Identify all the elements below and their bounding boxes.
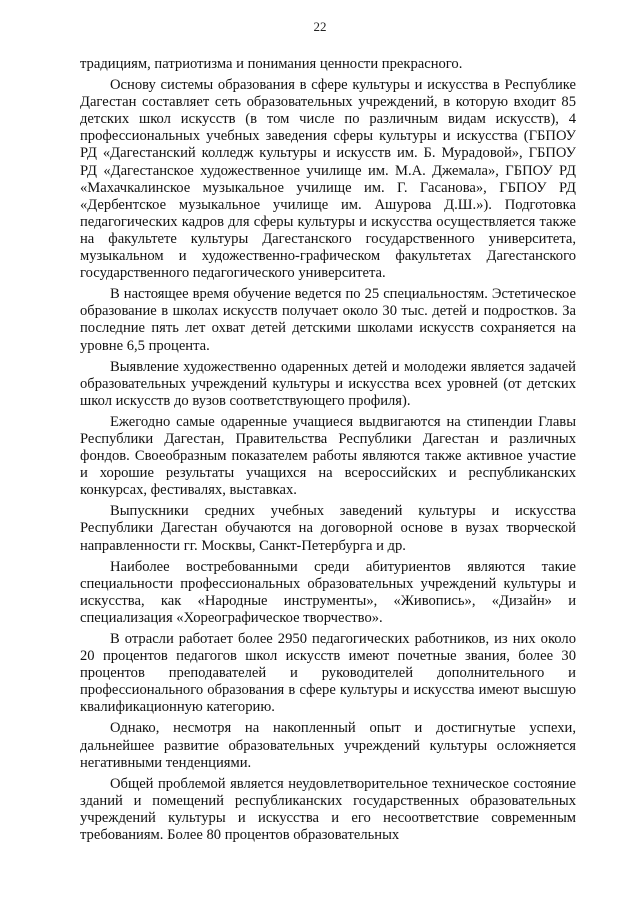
paragraph: Основу системы образования в сфере культуры и искусства в Республике Дагестан составляет сеть образовательных учреждений, в которую входит 85 детских школ искусств (в том числе по различным видам искусств), 4 профессиональных учебных заведения сферы культуры и искусства (ГБПОУ РД «Дагестанский колледж культуры и искусств им. Б. Мурадовой», ГБПОУ РД «Дагестанское художественное училище им. М.А. Джемала», ГБПОУ РД «Махачкалинское музыкальное училище им. Г. Гасанова», ГБПОУ РД «Дербентское музыкальное училище им. Ашурова Д.Ш.»). Подготовка педагогических кадров для сферы культуры и искусства осуществляется также на факультете культуры Дагестанского государственного университета, музыкальном и художественно-графическом факультетах Дагестанского государственного педагогического университета. — [80, 77, 576, 282]
paragraph: Общей проблемой является неудовлетворительное техническое состояние зданий и помещений республиканских государственных образовательных учреждений культуры и искусства и его несоответствие современным требованиям. Более 80 процентов образовательных — [80, 775, 576, 844]
paragraph: Выявление художественно одаренных детей и молодежи является задачей образовательных учреждений культуры и искусства всех уровней (от детских школ искусств до вузов соответствующего профиля). — [80, 358, 576, 409]
paragraph: Выпускники средних учебных заведений культуры и искусства Республики Дагестан обучаются на договорной основе в вузах творческой направленности гг. Москвы, Санкт-Петербурга и др. — [80, 503, 576, 554]
paragraph-continuation: традициям, патриотизма и понимания ценности прекрасного. — [80, 56, 463, 72]
paragraph: В настоящее время обучение ведется по 25 специальностям. Эстетическое образование в школах искусств получает около 30 тыс. детей и подростков. За последние пять лет охват детей детскими школами искусств сохраняется на уровне 6,5 процента. — [80, 286, 576, 354]
paragraph: Ежегодно самые одаренные учащиеся выдвигаются на стипендии Главы Республики Дагестан, Правительства Республики Дагестан и различных фондов. Своеобразным показателем работы являются также активное участие и хорошие результаты учащихся на всероссийских и республиканских конкурсах, фестивалях, выставках. — [80, 413, 576, 499]
paragraph: Наиболее востребованными среди абитуриентов являются такие специальности профессиональных образовательных учреждений культуры и искусства, как «Народные инструменты», «Живопись», «Дизайн» и специализация «Хореографическое творчество». — [80, 558, 576, 626]
page-number: 22 — [313, 19, 327, 34]
paragraph: Однако, несмотря на накопленный опыт и достигнутые успехи, дальнейшее развитие образовательных учреждений культуры осложняется негативными тенденциями. — [80, 720, 576, 771]
document-body — [80, 56, 576, 848]
paragraph: В отрасли работает более 2950 педагогических работников, из них около 20 процентов педагогов школ искусств имеют почетные звания, более 30 процентов преподавателей и руководителей дополнительного и профессионального образования в сфере культуры и искусства имеют высшую квалификационную категорию. — [80, 631, 576, 716]
